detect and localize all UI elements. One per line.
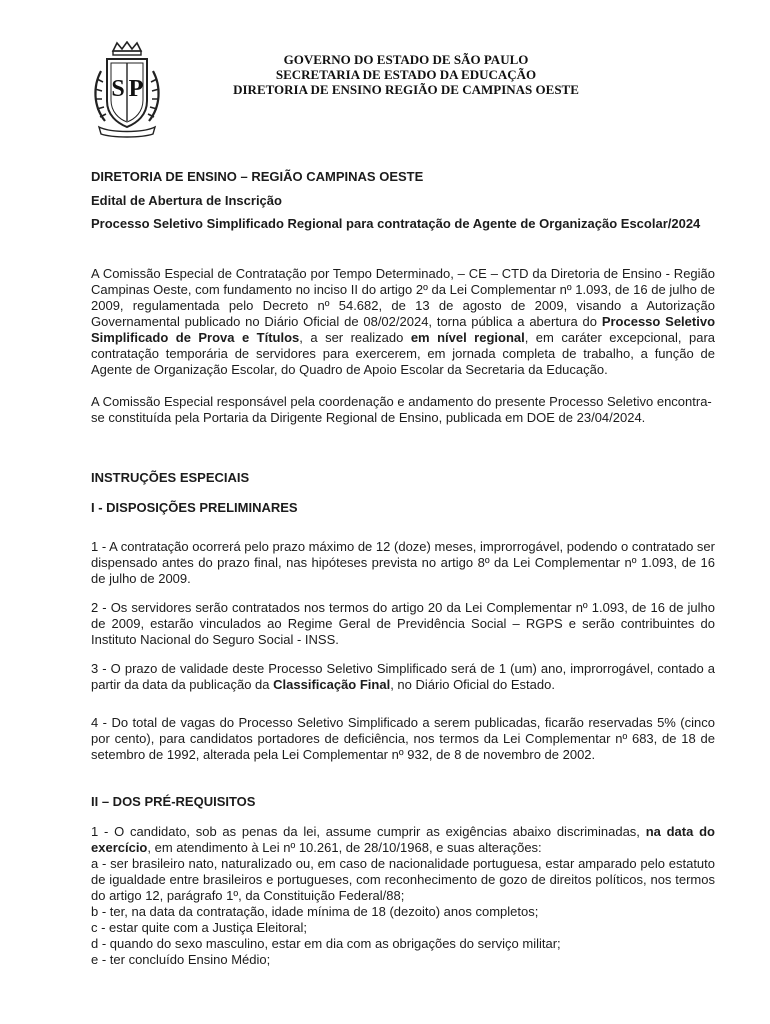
item-3-text-2: , no Diário Oficial do Estado. <box>390 677 555 692</box>
intro-text-2: , a ser realizado <box>299 330 411 345</box>
commission-paragraph: A Comissão Especial responsável pela coordenação e andamento do presente Processo Seletivo encontra-se constituída pela Portaria da Dirigente Regional de Ensino, publicada em DOE de 23/04/2024. <box>91 394 712 425</box>
s2-item-1-text-2: , em atendimento à Lei nº 10.261, de 28/10/1968, e suas alterações: <box>147 840 542 855</box>
section-1-item-2: 2 - Os servidores serão contratados nos termos do artigo 20 da Lei Complementar nº 1.093, de 16 de julho de 2009, estarão vinculados ao Regime Geral de Previdência Social – RGPS e serão contribuintes do Instituto Nacional do Seguro Social - INSS. <box>91 600 715 647</box>
svg-text:S: S <box>111 76 125 102</box>
requirement-e: e - ter concluído Ensino Médio; <box>91 952 271 967</box>
sao-paulo-coat-of-arms-icon <box>91 41 163 139</box>
processo-title: Processo Seletivo Simplificado Regional para contratação de Agente de Organização Escolar/2024 <box>91 216 701 231</box>
requirement-b: b - ter, na data da contratação, idade mínima de 18 (dezoito) anos completos; <box>91 904 539 919</box>
section-1-item-3 <box>91 661 715 693</box>
requirement-d: d - quando do sexo masculino, estar em dia com as obrigações do serviço militar; <box>91 936 561 951</box>
s2-item-1-text-1: 1 - O candidato, sob as penas da lei, assume cumprir as exigências abaixo discriminadas, <box>91 824 646 839</box>
header-government: GOVERNO DO ESTADO DE SÃO PAULO <box>283 52 529 67</box>
edital-title: Edital de Abertura de Inscrição <box>91 193 282 208</box>
intro-bold-processo: Processo Seletivo Simplificado de Prova e Títulos <box>91 314 716 345</box>
svg-text:P: P <box>128 76 144 102</box>
requirement-a: a - ser brasileiro nato, naturalizado ou, em caso de nacionalidade portuguesa, estar amparado pelo estatuto de igualdade entre brasileiros e portugueses, com reconhecimento de gozo de direitos políticos, nos termos do artigo 12, parágrafo 1º, da Constituição Federal/88; <box>91 856 715 903</box>
section-2-item-1 <box>91 824 715 856</box>
intro-text-1: A Comissão Especial de Contratação por Tempo Determinado, – CE – CTD da Diretoria de Ensino - Região Campinas Oeste, com fundamento no inciso II do artigo 2º da Lei Complementar nº 1.093, de 16 de julho de 2009, regulamentada pelo Decreto nº 54.682, de 13 de agosto de 2009, visando a Autorização Governamental publicado no Diário Oficial de 08/02/2024, torna pública a abertura do <box>91 266 715 329</box>
item-3-bold: Classificação Final <box>273 677 391 692</box>
section-1-item-1: 1 - A contratação ocorrerá pelo prazo máximo de 12 (doze) meses, improrrogável, podendo o contratado ser dispensado antes do prazo final, nas hipóteses prevista no artigo 8º da Lei Complementar nº 1.093, de 16 de julho de 2009. <box>91 539 715 586</box>
section-1-heading: I - DISPOSIÇÕES PRELIMINARES <box>91 500 298 515</box>
intro-bold-regional: em nível regional <box>410 330 525 345</box>
s2-item-1-bold: na data do exercício <box>91 824 715 855</box>
letterhead <box>200 52 612 97</box>
diretoria-title: DIRETORIA DE ENSINO – REGIÃO CAMPINAS OESTE <box>91 169 424 184</box>
header-secretariat: SECRETARIA DE ESTADO DA EDUCAÇÃO <box>275 67 537 82</box>
section-2-heading: II – DOS PRÉ-REQUISITOS <box>91 794 256 809</box>
item-3-text-1: 3 - O prazo de validade deste Processo Seletivo Simplificado será de 1 (um) ano, improrrogável, contado a partir da data da publicação da <box>91 661 715 692</box>
intro-text-3: , em caráter excepcional, para contratação temporária de servidores para exercerem, em jornada completa de trabalho, a função de Agente de Organização Escolar, do Quadro de Apoio Escolar da Secretaria da Educação. <box>91 330 716 377</box>
header-directorate: DIRETORIA DE ENSINO REGIÃO DE CAMPINAS OESTE <box>233 82 579 97</box>
instrucoes-heading: INSTRUÇÕES ESPECIAIS <box>91 470 250 485</box>
section-1-item-4: 4 - Do total de vagas do Processo Seletivo Simplificado a serem publicadas, ficarão reservadas 5% (cinco por cento), para candidatos portadores de deficiência, nos termos da Lei Complementar nº 683, de 18 de setembro de 1992, alterada pela Lei Complementar nº 932, de 8 de novembro de 2002. <box>91 715 715 762</box>
intro-paragraph <box>91 266 715 378</box>
requirement-c: c - estar quite com a Justiça Eleitoral; <box>91 920 308 935</box>
